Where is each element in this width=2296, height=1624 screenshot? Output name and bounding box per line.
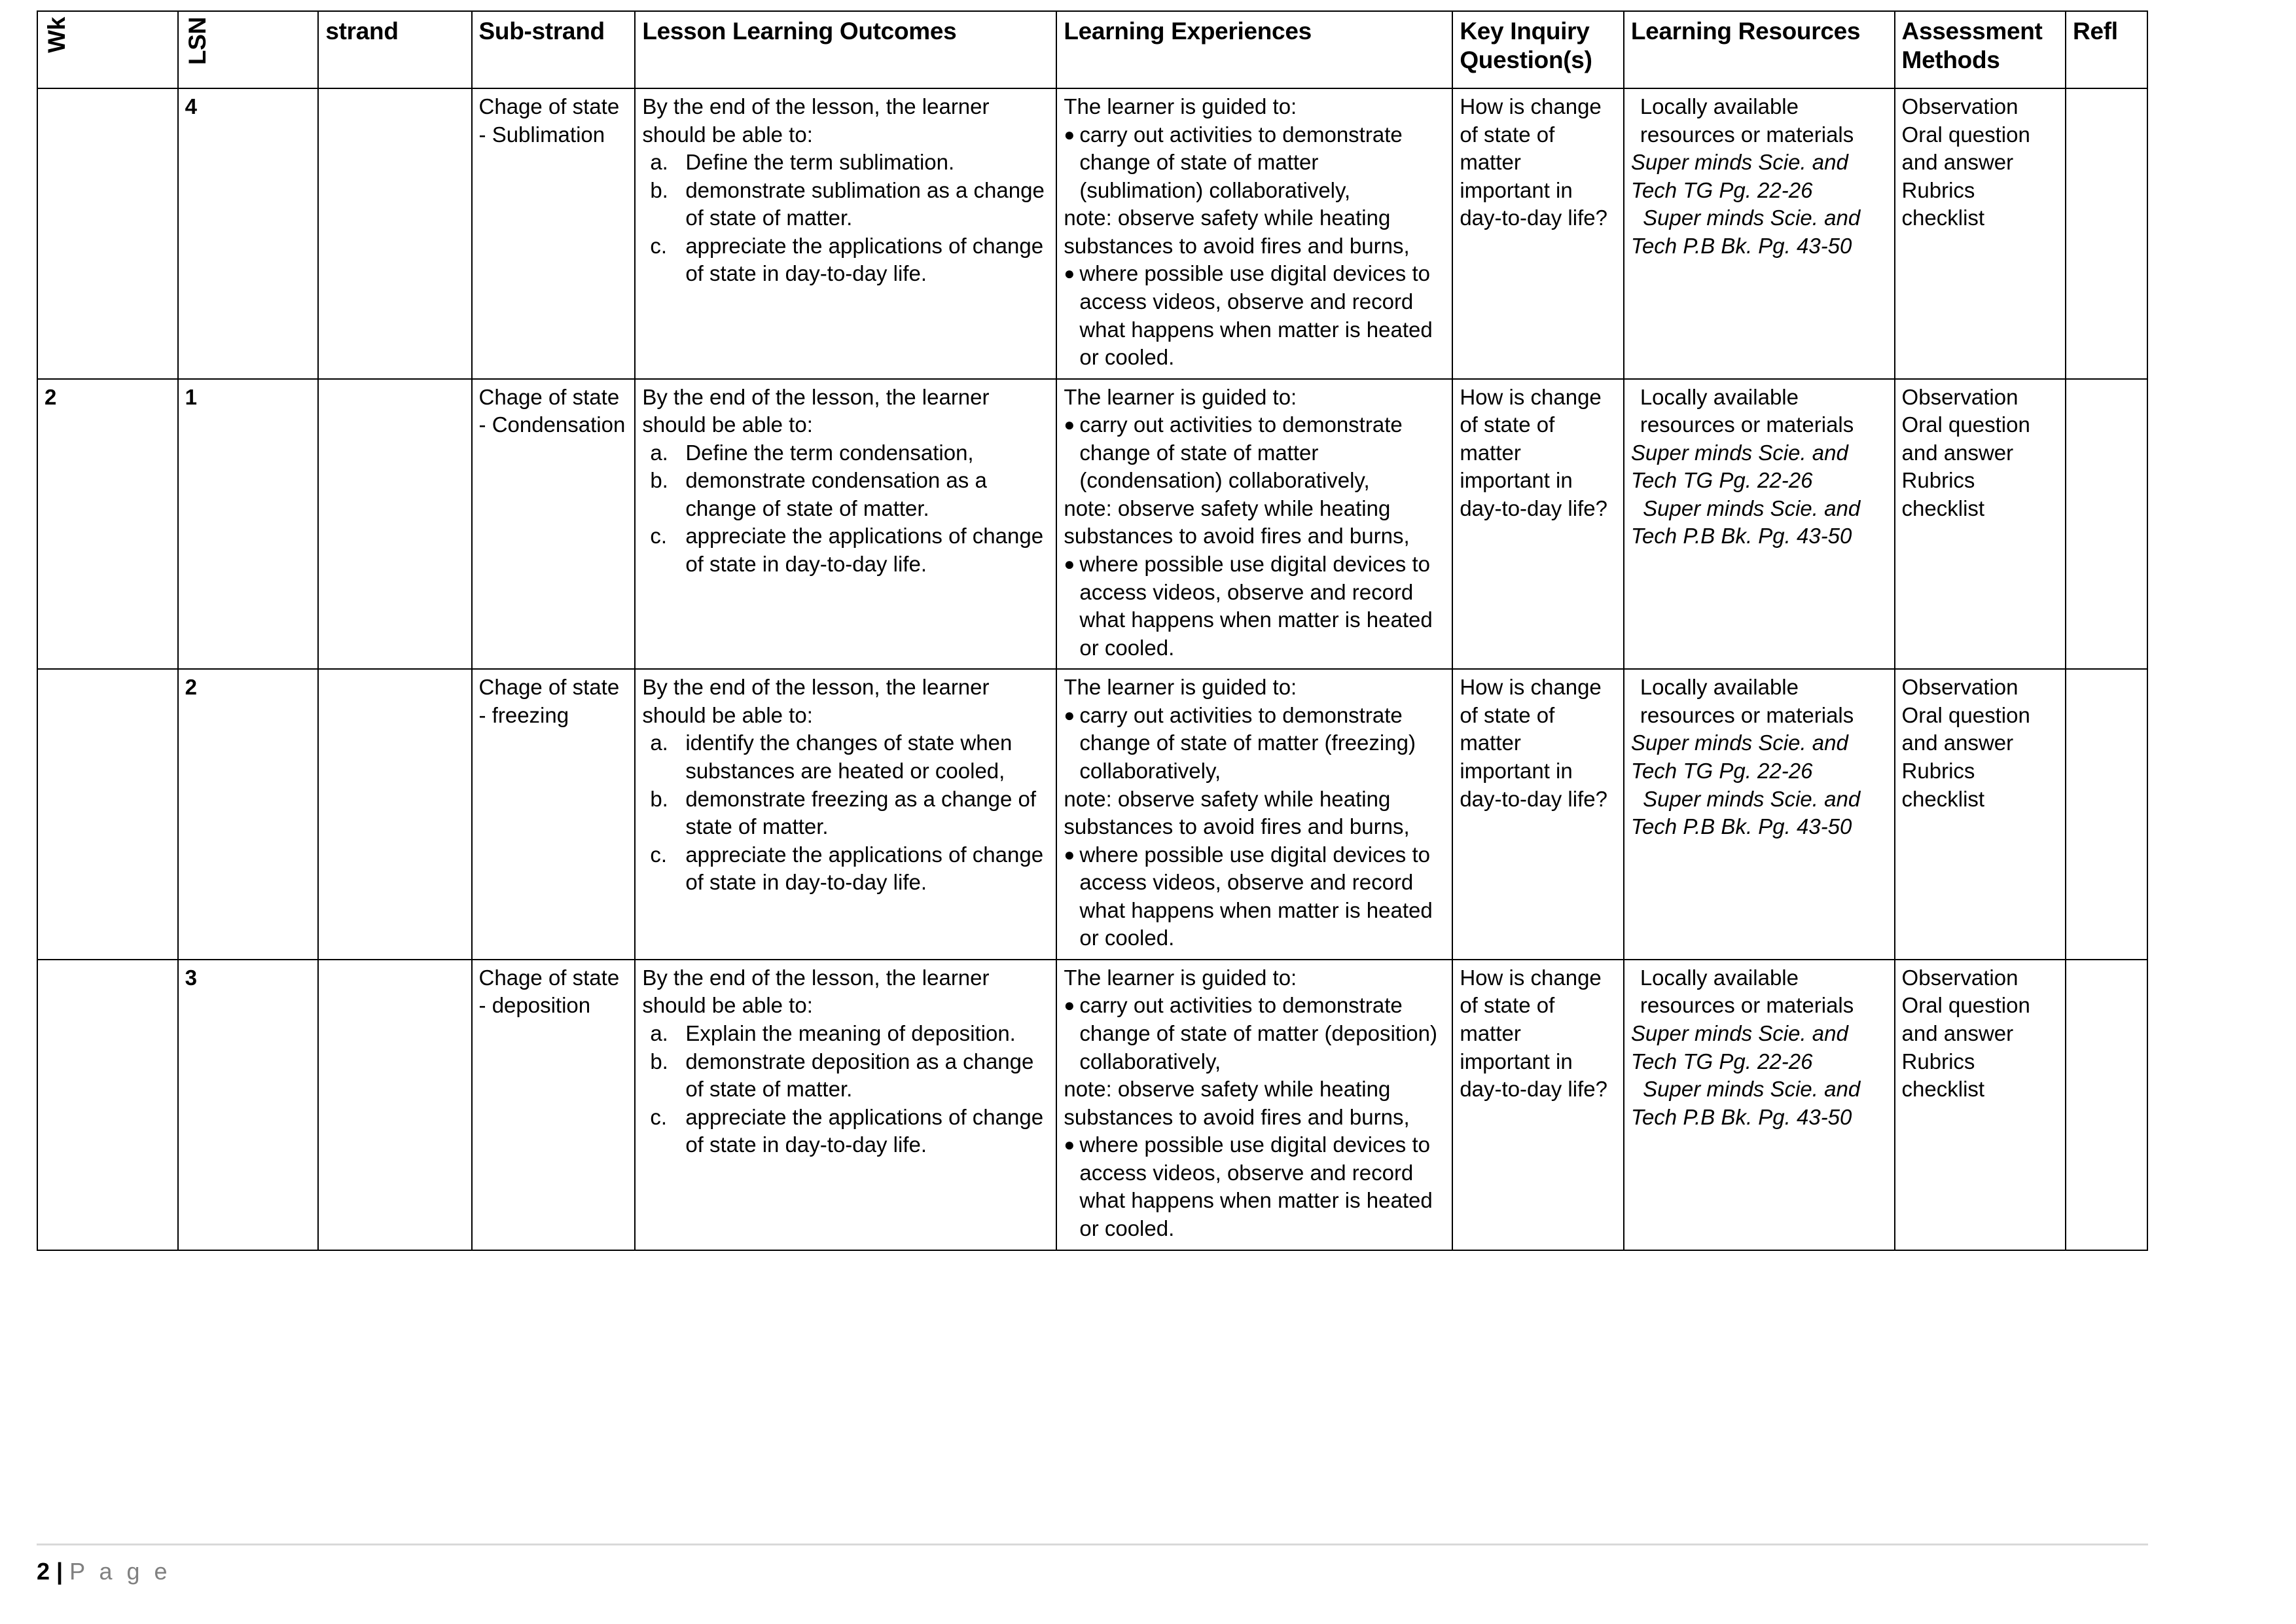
text-line: How is change — [1460, 94, 1602, 118]
text-line: should be able to: — [642, 702, 813, 727]
text-line: and answer — [1901, 150, 2014, 175]
text-line: should be able to: — [642, 122, 813, 147]
resource-reference: Super minds Scie. and Tech P.B Bk. Pg. 43-50 — [1630, 786, 1867, 839]
column-header-substrand: Sub-strand — [472, 11, 636, 88]
cell-resources — [1624, 960, 1895, 1250]
experience-bullet-text: carry out activities to demonstrate change of state of matter (condensation) collaboratively, — [1079, 412, 1403, 493]
outcome-text: Define the term condensation, — [685, 440, 974, 465]
resource-reference: Super minds Scie. and Tech P.B Bk. Pg. 43-50 — [1630, 1077, 1867, 1129]
text-line: checklist — [1901, 496, 1985, 520]
outcome-marker: b. — [650, 177, 668, 202]
outcome-text: appreciate the applications of change of state in day-to-day life. — [685, 842, 1044, 895]
column-header-experiences: Learning Experiences — [1056, 11, 1452, 88]
table-header-row — [37, 11, 2147, 88]
column-header-lsn-label: LSN — [183, 17, 211, 65]
cell-inquiry — [1452, 669, 1624, 960]
cell-assessment — [1895, 960, 2066, 1250]
experience-bullet — [1064, 1131, 1446, 1242]
experience-bullet — [1064, 992, 1446, 1075]
text-line: day-to-day life? — [1460, 496, 1607, 520]
outcome-text: demonstrate deposition as a change of state of matter. — [685, 1049, 1034, 1102]
text-line: and answer — [1901, 440, 2014, 465]
text-line: Locally available — [1640, 675, 1799, 700]
outcome-text: appreciate the applications of change of state in day-to-day life. — [685, 1104, 1044, 1157]
text-line: - Sublimation — [478, 122, 605, 147]
experience-bullet-text: carry out activities to demonstrate change of state of matter (freezing) collaboratively, — [1079, 702, 1416, 783]
cell-outcomes — [635, 88, 1056, 379]
bullet-dot-icon: ● — [1064, 1134, 1075, 1155]
outcome-item — [642, 177, 1050, 232]
experiences-intro: The learner is guided to: — [1064, 675, 1297, 700]
text-line: Rubrics — [1901, 468, 1975, 493]
text-line: resources or materials — [1640, 702, 1854, 727]
text-line: important in — [1460, 177, 1573, 202]
bullet-dot-icon: ● — [1064, 263, 1075, 284]
outcome-text: appreciate the applications of change of state in day-to-day life. — [685, 524, 1044, 576]
text-line: How is change — [1460, 675, 1602, 700]
experiences-note: note: observe safety while heating substances to avoid fires and burns, — [1064, 786, 1410, 839]
cell-experiences — [1056, 669, 1452, 960]
outcomes-list — [642, 439, 1050, 579]
text-line: resources or materials — [1640, 122, 1854, 147]
text-line: matter — [1460, 731, 1521, 755]
resource-reference: Super minds Scie. and Tech P.B Bk. Pg. 43-50 — [1630, 496, 1867, 549]
cell-lesson: 2 — [178, 669, 319, 960]
table-row — [37, 379, 2147, 670]
cell-inquiry — [1452, 88, 1624, 379]
experience-bullet-text: where possible use digital devices to access videos, observe and record what happens when matter is heated or cooled. — [1079, 552, 1433, 660]
text-line: Observation — [1901, 384, 2018, 409]
text-line: Rubrics — [1901, 758, 1975, 783]
resource-reference: Super minds Scie. and Tech TG Pg. 22-26 — [1630, 1021, 1855, 1074]
text-line: Rubrics — [1901, 177, 1975, 202]
cell-lesson: 1 — [178, 379, 319, 670]
text-line: day-to-day life? — [1460, 206, 1607, 230]
outcome-item — [642, 467, 1050, 522]
text-line: Chage of state — [478, 94, 620, 118]
footer-page-label: P a g e — [69, 1558, 171, 1585]
cell-strand — [318, 88, 471, 379]
outcome-text: identify the changes of state when substances are heated or cooled, — [685, 731, 1013, 783]
column-header-wk — [37, 11, 178, 88]
bullet-dot-icon: ● — [1064, 124, 1075, 145]
outcome-text: Define the term sublimation. — [685, 150, 955, 175]
text-line: Observation — [1901, 94, 2018, 118]
outcome-text: appreciate the applications of change of state in day-to-day life. — [685, 233, 1044, 286]
column-header-lsn — [178, 11, 319, 88]
text-line: checklist — [1901, 1077, 1985, 1102]
outcome-marker: a. — [650, 1021, 668, 1045]
outcome-text: demonstrate freezing as a change of state of matter. — [685, 786, 1036, 839]
text-line: Rubrics — [1901, 1049, 1975, 1074]
text-line: should be able to: — [642, 993, 813, 1018]
outcome-marker: c. — [650, 524, 667, 549]
outcome-text: Explain the meaning of deposition. — [685, 1021, 1016, 1045]
cell-strand — [318, 960, 471, 1250]
outcome-marker: c. — [650, 1104, 667, 1129]
column-header-resources: Learning Resources — [1624, 11, 1895, 88]
cell-week — [37, 88, 178, 379]
text-line: of state of — [1460, 412, 1555, 437]
experiences-intro: The learner is guided to: — [1064, 965, 1297, 990]
cell-week — [37, 669, 178, 960]
text-line: - deposition — [478, 993, 591, 1018]
experience-bullet-text: where possible use digital devices to access videos, observe and record what happens when matter is heated or cooled. — [1079, 261, 1433, 370]
outcome-item — [642, 785, 1050, 841]
experiences-intro: The learner is guided to: — [1064, 94, 1297, 118]
cell-substrand — [472, 88, 636, 379]
outcome-marker: c. — [650, 842, 667, 867]
cell-experiences — [1056, 960, 1452, 1250]
outcome-item — [642, 1104, 1050, 1159]
footer-separator: | — [56, 1558, 63, 1585]
cell-inquiry — [1452, 960, 1624, 1250]
column-header-assessment: Assessment Methods — [1895, 11, 2066, 88]
text-line: important in — [1460, 758, 1573, 783]
column-header-outcomes: Lesson Learning Outcomes — [635, 11, 1056, 88]
resource-reference: Super minds Scie. and Tech P.B Bk. Pg. 43-50 — [1630, 206, 1867, 258]
text-line: Oral question — [1901, 412, 2030, 437]
text-line: Chage of state — [478, 965, 620, 990]
cell-assessment — [1895, 379, 2066, 670]
outcome-marker: a. — [650, 440, 668, 465]
cell-strand — [318, 379, 471, 670]
text-line: should be able to: — [642, 412, 813, 437]
bullet-dot-icon: ● — [1064, 995, 1075, 1016]
experiences-intro: The learner is guided to: — [1064, 384, 1297, 409]
text-line: Oral question — [1901, 122, 2030, 147]
text-line: resources or materials — [1640, 993, 1854, 1018]
footer-divider — [37, 1543, 2148, 1545]
experience-bullet — [1064, 121, 1446, 205]
cell-outcomes — [635, 379, 1056, 670]
cell-substrand — [472, 669, 636, 960]
text-line: matter — [1460, 150, 1521, 175]
column-header-strand: strand — [318, 11, 471, 88]
table-row — [37, 960, 2147, 1250]
cell-substrand — [472, 960, 636, 1250]
experience-bullet — [1064, 550, 1446, 662]
cell-assessment — [1895, 669, 2066, 960]
outcome-item — [642, 149, 1050, 177]
text-line: Oral question — [1901, 702, 2030, 727]
cell-refl — [2066, 88, 2147, 379]
table-row — [37, 669, 2147, 960]
text-line: Oral question — [1901, 993, 2030, 1018]
outcomes-list — [642, 729, 1050, 896]
experience-bullet-text: where possible use digital devices to access videos, observe and record what happens when matter is heated or cooled. — [1079, 842, 1433, 950]
experience-bullet — [1064, 702, 1446, 785]
experiences-note: note: observe safety while heating substances to avoid fires and burns, — [1064, 496, 1410, 549]
outcome-text: demonstrate condensation as a change of state of matter. — [685, 468, 987, 520]
cell-week: 2 — [37, 379, 178, 670]
text-line: of state of — [1460, 993, 1555, 1018]
outcome-marker: a. — [650, 731, 668, 755]
experience-bullet-text: carry out activities to demonstrate change of state of matter (sublimation) collaboratively, — [1079, 122, 1403, 202]
text-line: resources or materials — [1640, 412, 1854, 437]
cell-refl — [2066, 960, 2147, 1250]
text-line: matter — [1460, 1021, 1521, 1045]
text-line: Observation — [1901, 675, 2018, 700]
outcome-item — [642, 841, 1050, 897]
text-line: of state of — [1460, 702, 1555, 727]
text-line: matter — [1460, 440, 1521, 465]
resource-reference: Super minds Scie. and Tech TG Pg. 22-26 — [1630, 440, 1855, 493]
text-line: Observation — [1901, 965, 2018, 990]
text-line: important in — [1460, 468, 1573, 493]
table-body — [37, 88, 2147, 1250]
text-line: How is change — [1460, 965, 1602, 990]
cell-resources — [1624, 88, 1895, 379]
page-footer — [37, 1558, 171, 1585]
cell-outcomes — [635, 960, 1056, 1250]
outcome-marker: b. — [650, 468, 668, 493]
experiences-note: note: observe safety while heating substances to avoid fires and burns, — [1064, 1077, 1410, 1129]
text-line: Chage of state — [478, 675, 620, 700]
text-line: of state of — [1460, 122, 1555, 147]
text-line: Locally available — [1640, 965, 1799, 990]
text-line: checklist — [1901, 786, 1985, 811]
outcome-item — [642, 522, 1050, 578]
text-line: By the end of the lesson, the learner — [642, 94, 990, 118]
text-line: important in — [1460, 1049, 1573, 1074]
cell-strand — [318, 669, 471, 960]
footer-page-number: 2 — [37, 1558, 50, 1585]
cell-refl — [2066, 669, 2147, 960]
outcome-marker: a. — [650, 150, 668, 175]
text-line: day-to-day life? — [1460, 786, 1607, 811]
experiences-note: note: observe safety while heating substances to avoid fires and burns, — [1064, 206, 1410, 258]
cell-assessment — [1895, 88, 2066, 379]
resource-reference: Super minds Scie. and Tech TG Pg. 22-26 — [1630, 150, 1855, 202]
bullet-dot-icon: ● — [1064, 704, 1075, 725]
text-line: Locally available — [1640, 94, 1799, 118]
text-line: and answer — [1901, 1021, 2014, 1045]
outcome-text: demonstrate sublimation as a change of state of matter. — [685, 177, 1045, 230]
cell-resources — [1624, 669, 1895, 960]
outcomes-list — [642, 149, 1050, 288]
experience-bullet — [1064, 260, 1446, 371]
cell-inquiry — [1452, 379, 1624, 670]
outcome-marker: c. — [650, 233, 667, 258]
text-line: day-to-day life? — [1460, 1077, 1607, 1102]
outcome-item — [642, 1048, 1050, 1104]
cell-substrand — [472, 379, 636, 670]
outcomes-list — [642, 1020, 1050, 1159]
resource-reference: Super minds Scie. and Tech TG Pg. 22-26 — [1630, 731, 1855, 783]
column-header-wk-label: Wk — [43, 17, 70, 53]
text-line: checklist — [1901, 206, 1985, 230]
bullet-dot-icon: ● — [1064, 414, 1075, 435]
text-line: How is change — [1460, 384, 1602, 409]
text-line: Locally available — [1640, 384, 1799, 409]
text-line: and answer — [1901, 731, 2014, 755]
outcome-item — [642, 232, 1050, 288]
scheme-of-work-table — [37, 10, 2148, 1251]
bullet-dot-icon: ● — [1064, 844, 1075, 865]
table-row — [37, 88, 2147, 379]
column-header-refl: Refl — [2066, 11, 2147, 88]
column-header-inquiry: Key Inquiry Question(s) — [1452, 11, 1624, 88]
bullet-dot-icon: ● — [1064, 554, 1075, 574]
cell-refl — [2066, 379, 2147, 670]
outcome-marker: b. — [650, 786, 668, 811]
experience-bullet-text: carry out activities to demonstrate change of state of matter (deposition) collaboratively, — [1079, 993, 1437, 1074]
outcome-item — [642, 1020, 1050, 1048]
cell-resources — [1624, 379, 1895, 670]
text-line: By the end of the lesson, the learner — [642, 965, 990, 990]
outcome-item — [642, 439, 1050, 467]
outcome-item — [642, 729, 1050, 785]
outcome-marker: b. — [650, 1049, 668, 1074]
text-line: By the end of the lesson, the learner — [642, 384, 990, 409]
cell-lesson: 4 — [178, 88, 319, 379]
cell-experiences — [1056, 379, 1452, 670]
experience-bullet — [1064, 411, 1446, 495]
text-line: By the end of the lesson, the learner — [642, 675, 990, 700]
cell-lesson: 3 — [178, 960, 319, 1250]
experience-bullet — [1064, 841, 1446, 952]
text-line: - freezing — [478, 702, 569, 727]
text-line: Chage of state — [478, 384, 620, 409]
text-line: - Condensation — [478, 412, 626, 437]
cell-outcomes — [635, 669, 1056, 960]
experience-bullet-text: where possible use digital devices to access videos, observe and record what happens when matter is heated or cooled. — [1079, 1132, 1433, 1240]
cell-experiences — [1056, 88, 1452, 379]
cell-week — [37, 960, 178, 1250]
